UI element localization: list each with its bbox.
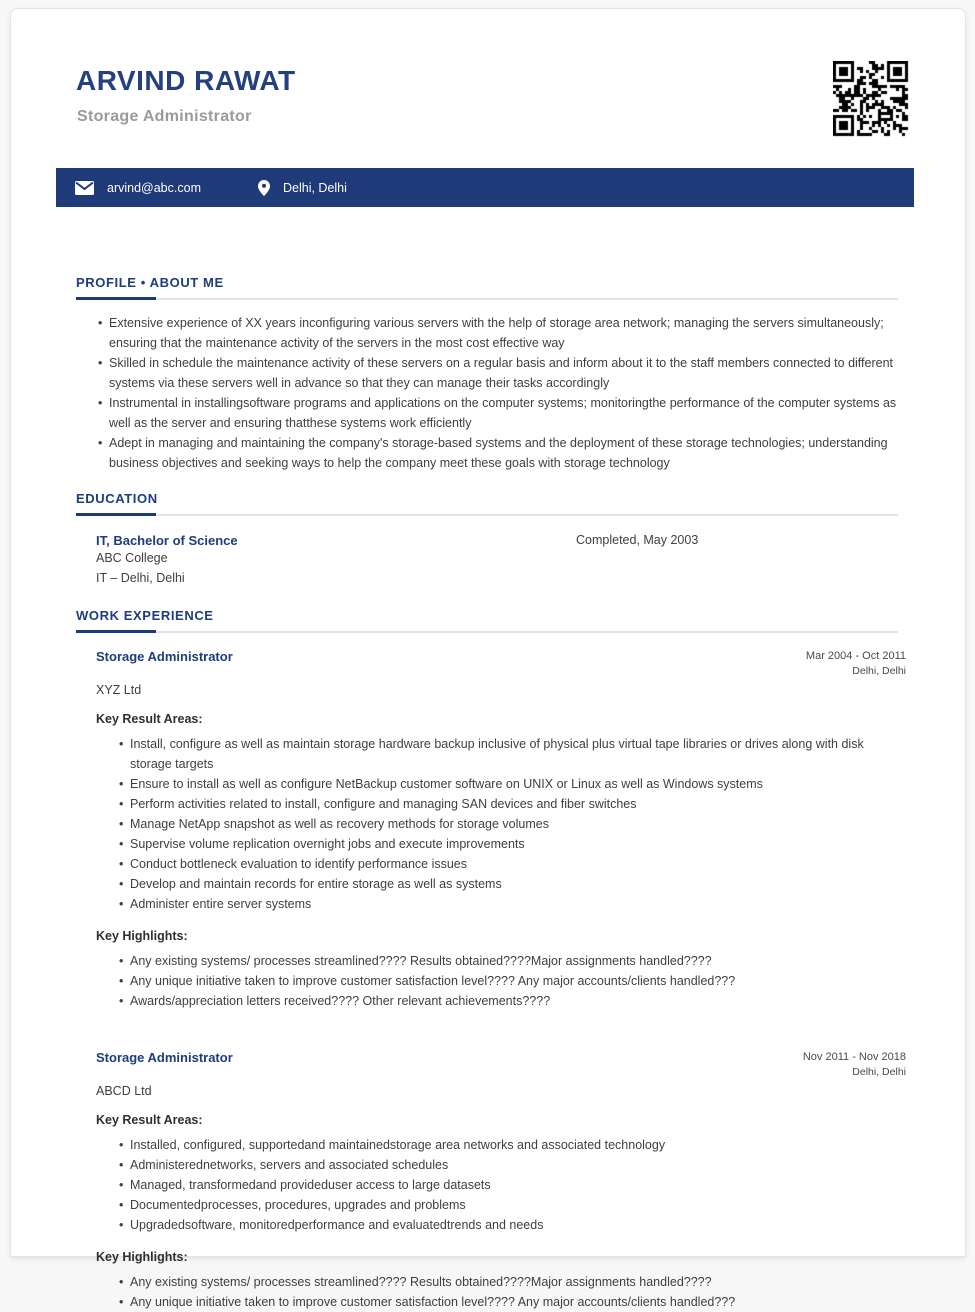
job-location: Delhi, Delhi [852,1066,906,1078]
key-result-areas-label: Key Result Areas: [96,712,203,726]
kra-bullet: • Conduct bottleneck evaluation to identify performance issues [119,854,898,874]
education-school: ABC College [96,551,168,565]
key-highlights-label: Key Highlights: [96,1250,188,1264]
envelope-icon [75,181,94,195]
profile-bullet: • Extensive experience of XX years inconfiguring various servers with the help of storage area network; managing the servers simultaneously; ensuring that the maintenance activity of the servers in the most cost effective way [98,313,898,353]
kra-bullet: • Manage NetApp snapshot as well as recovery methods for storage volumes [119,814,898,834]
contact-location [258,180,347,196]
kra-bullet: • Managed, transformedand provideduser access to large datasets [119,1175,898,1195]
education-completed-date: Completed, May 2003 [576,533,699,547]
job-company: XYZ Ltd [96,683,142,697]
kra-bullet: • Perform activities related to install, configure and managing SAN devices and fiber switches [119,794,898,814]
education-heading: EDUCATION [76,491,158,506]
person-name: ARVIND RAWAT [76,65,296,96]
education-degree: IT, Bachelor of Science [96,533,238,548]
person-job-title: Storage Administrator [77,108,252,125]
job-entry-1 [96,649,906,1011]
job-entry-2 [96,1050,906,1312]
profile-bullet: • Adept in managing and maintaining the company's storage-based systems and the deployment of these storage technologies; understanding business objectives and seeking ways to help the company meet these goals with storage technology [98,433,898,473]
job-dates: Mar 2004 - Oct 2011 [805,650,906,662]
kh-bullet: • Any unique initiative taken to improve customer satisfaction level???? Any major accounts/clients handled??? [119,1292,898,1312]
work-experience-section [76,608,906,1312]
contact-email [75,181,201,195]
map-pin-icon [258,180,270,196]
kh-bullet: • Awards/appreciation letters received???? Other relevant achievements???? [119,991,898,1011]
job-location: Delhi, Delhi [852,665,906,677]
contact-bar [56,168,914,207]
profile-section [76,275,898,473]
location-text: Delhi, Delhi [282,180,347,195]
kra-bullet: • Upgradedsoftware, monitoredperformance and evaluatedtrends and needs [119,1215,898,1235]
job-title: Storage Administrator [96,649,233,664]
kra-bullet: • Install, configure as well as maintain storage hardware backup inclusive of physical plus virtual tape libraries or drives along with disk storage targets [119,734,898,774]
work-heading: WORK EXPERIENCE [76,608,214,623]
job-company: ABCD Ltd [96,1084,152,1098]
profile-heading: PROFILE • ABOUT ME [76,275,224,290]
kra-bullet: • Administer entire server systems [119,894,898,914]
kra-bullet: • Documentedprocesses, procedures, upgrades and problems [119,1195,898,1215]
kh-bullet: • Any unique initiative taken to improve customer satisfaction level???? Any major accounts/clients handled??? [119,971,898,991]
education-section [76,491,898,588]
job-title: Storage Administrator [96,1050,233,1065]
qr-code [833,61,909,137]
kra-bullet: • Ensure to install as well as configure NetBackup customer software on UNIX or Linux as well as Windows systems [119,774,898,794]
section-divider [76,513,898,516]
job-dates: Nov 2011 - Nov 2018 [802,1051,906,1063]
key-highlights-label: Key Highlights: [96,929,188,943]
section-divider [76,630,898,633]
email-text: arvind@abc.com [107,180,201,195]
kh-bullet: • Any existing systems/ processes streamlined???? Results obtained????Major assignments handled???? [119,951,898,971]
profile-bullet-list [76,313,898,473]
key-result-areas-list [96,734,898,914]
profile-bullet: • Skilled in schedule the maintenance activity of these servers on a regular basis and inform about it to the staff members connected to different systems via these servers well in advance so that they can manage their tasks accordingly [98,353,898,393]
kra-bullet: • Administerednetworks, servers and associated schedules [119,1155,898,1175]
kra-bullet: • Develop and maintain records for entire storage as well as systems [119,874,898,894]
section-divider [76,297,898,300]
kh-bullet: • Any existing systems/ processes streamlined???? Results obtained????Major assignments handled???? [119,1272,898,1292]
kra-bullet: • Supervise volume replication overnight jobs and execute improvements [119,834,898,854]
key-result-areas-label: Key Result Areas: [96,1113,203,1127]
key-highlights-list [96,951,898,1011]
key-result-areas-list [96,1135,898,1235]
education-field-location: IT – Delhi, Delhi [96,571,185,585]
resume-page [10,8,966,1309]
profile-bullet: • Instrumental in installingsoftware programs and applications on the computer systems; monitoringthe performance of the computer systems as well as the server and ensuring thatthese systems work efficiently [98,393,898,433]
kra-bullet: • Installed, configured, supportedand maintainedstorage area networks and associated technology [119,1135,898,1155]
key-highlights-list [96,1272,898,1312]
